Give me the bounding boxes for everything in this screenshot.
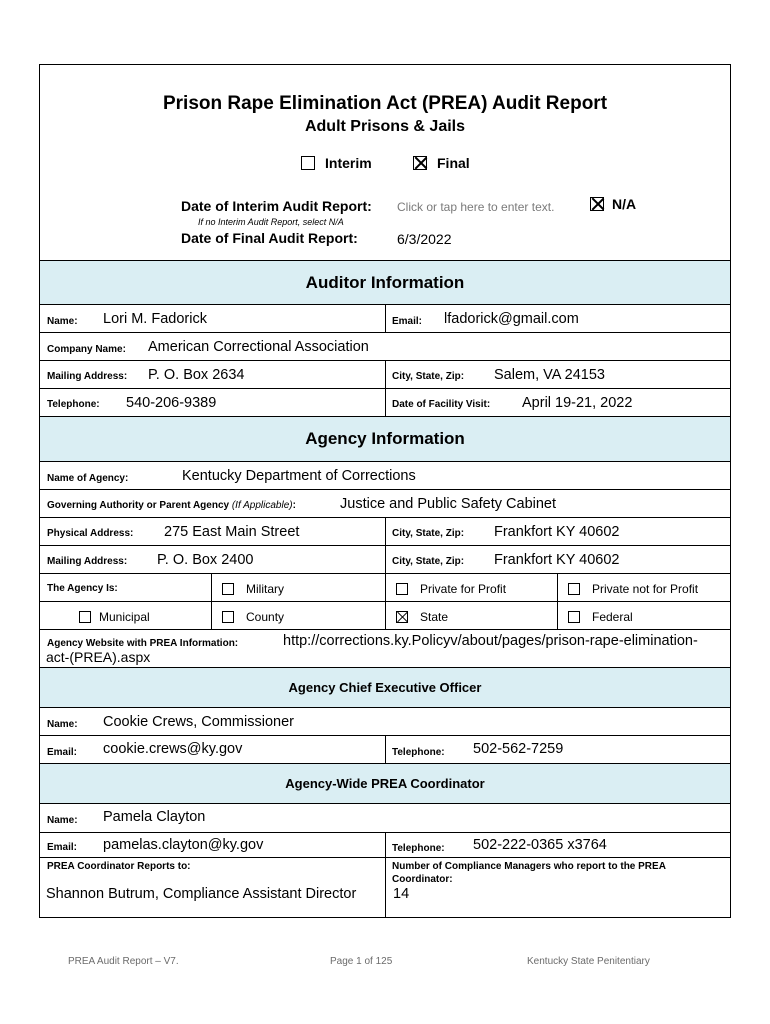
auditor-phone-value[interactable]: 540-206-9389 — [126, 395, 217, 411]
coordinator-reports-row — [40, 858, 730, 917]
physical-address-value[interactable]: 275 East Main Street — [164, 524, 300, 540]
coordinator-section-header: Agency-Wide PREA Coordinator — [40, 764, 730, 804]
auditor-phone-label: Telephone: — [47, 399, 100, 410]
agency-type-row-2 — [40, 602, 730, 630]
ceo-email-value[interactable]: cookie.crews@ky.gov — [103, 741, 243, 757]
agency-name-label: Name of Agency: — [47, 473, 129, 484]
ceo-phone-value[interactable]: 502-562-7259 — [473, 741, 564, 757]
agency-website-label: Agency Website with PREA Information: — [47, 638, 239, 649]
company-name-label: Company Name: — [47, 344, 126, 355]
report-title: Prison Rape Elimination Act (PREA) Audit Report — [162, 93, 608, 114]
agency-type-row-1 — [40, 574, 730, 602]
final-option[interactable] — [413, 155, 470, 171]
agency-mailing-label: Mailing Address: — [47, 556, 128, 567]
private-profit-checkbox[interactable] — [396, 583, 408, 595]
reports-to-value[interactable]: Shannon Butrum, Compliance Assistant Director — [46, 886, 357, 902]
physical-address-label: Physical Address: — [47, 528, 134, 539]
na-label: N/A — [612, 196, 637, 212]
coordinator-name-row — [40, 804, 730, 833]
coordinator-email-label: Email: — [47, 842, 78, 853]
interim-checkbox[interactable] — [301, 156, 315, 170]
coordinator-email-value[interactable]: pamelas.clayton@ky.gov — [103, 837, 264, 853]
agency-name-row — [40, 462, 730, 490]
facility-visit-value[interactable]: April 19-21, 2022 — [522, 395, 633, 411]
auditor-csz-label: City, State, Zip: — [392, 371, 465, 382]
final-date-value[interactable]: 6/3/2022 — [397, 231, 452, 247]
coordinator-phone-label: Telephone: — [392, 843, 445, 854]
federal-option[interactable]: Federal — [568, 610, 633, 624]
auditor-section-header: Auditor Information — [40, 261, 730, 305]
agency-website-line2[interactable]: act-(PREA).aspx — [46, 649, 151, 665]
governing-authority-label: Governing Authority or Parent Agency (If Applicable): — [47, 500, 296, 511]
auditor-mailing-row — [40, 361, 730, 389]
private-nonprofit-checkbox[interactable] — [568, 583, 580, 595]
auditor-email-label: Email: — [392, 316, 423, 327]
auditor-name-label: Name: — [47, 316, 78, 327]
ceo-name-row — [40, 708, 730, 736]
military-option[interactable]: Military — [222, 582, 284, 596]
auditor-phone-row — [40, 389, 730, 417]
governing-authority-value[interactable]: Justice and Public Safety Cabinet — [340, 496, 557, 512]
coordinator-name-value[interactable]: Pamela Clayton — [103, 809, 206, 825]
managers-label-line1: Number of Compliance Managers who report to the PREA — [392, 861, 666, 872]
agency-website-row — [40, 630, 730, 668]
agency-is-label: The Agency Is: — [47, 583, 118, 594]
interim-date-field[interactable]: Click or tap here to enter text. — [397, 200, 555, 214]
coordinator-phone-value[interactable]: 502-222-0365 x3764 — [473, 837, 607, 853]
auditor-mailing-value[interactable]: P. O. Box 2634 — [148, 367, 245, 383]
federal-checkbox[interactable] — [568, 611, 580, 623]
interim-hint: If no Interim Audit Report, select N/A — [198, 217, 344, 227]
auditor-mailing-label: Mailing Address: — [47, 371, 128, 382]
agency-name-value[interactable]: Kentucky Department of Corrections — [182, 468, 416, 484]
final-label: Final — [437, 155, 470, 171]
interim-date-label: Date of Interim Audit Report: — [181, 198, 372, 214]
report-header — [40, 65, 730, 261]
auditor-name-value[interactable]: Lori M. Fadorick — [103, 311, 207, 327]
final-checkbox[interactable] — [413, 156, 427, 170]
ceo-email-label: Email: — [47, 747, 78, 758]
state-option[interactable]: State — [396, 610, 448, 624]
agency-section-header: Agency Information — [40, 417, 730, 462]
na-checkbox[interactable] — [590, 197, 604, 211]
agency-mailing-row — [40, 546, 730, 574]
facility-visit-label: Date of Facility Visit: — [392, 399, 491, 410]
auditor-csz-value[interactable]: Salem, VA 24153 — [494, 367, 605, 383]
reports-to-label: PREA Coordinator Reports to: — [47, 861, 191, 872]
municipal-option[interactable]: Municipal — [79, 610, 150, 624]
interim-option[interactable] — [301, 155, 372, 171]
footer-page-number: Page 1 of 125 — [330, 956, 393, 967]
private-nonprofit-option[interactable]: Private not for Profit — [568, 582, 698, 596]
ceo-name-value[interactable]: Cookie Crews, Commissioner — [103, 714, 294, 730]
auditor-email-value[interactable]: lfadorick@gmail.com — [444, 311, 579, 327]
ceo-section-header: Agency Chief Executive Officer — [40, 668, 730, 708]
county-checkbox[interactable] — [222, 611, 234, 623]
ceo-name-label: Name: — [47, 719, 78, 730]
ceo-email-row — [40, 736, 730, 764]
agency-mailing-csz-label: City, State, Zip: — [392, 556, 465, 567]
coordinator-name-label: Name: — [47, 815, 78, 826]
coordinator-email-row — [40, 833, 730, 858]
governing-authority-row — [40, 490, 730, 518]
report-subtitle: Adult Prisons & Jails — [304, 118, 466, 135]
managers-value[interactable]: 14 — [393, 886, 410, 902]
ceo-phone-label: Telephone: — [392, 747, 445, 758]
managers-label-line2: Coordinator: — [392, 874, 453, 885]
company-name-value[interactable]: American Correctional Association — [148, 339, 369, 355]
county-option[interactable]: County — [222, 610, 284, 624]
physical-csz-label: City, State, Zip: — [392, 528, 465, 539]
auditor-name-row — [40, 305, 730, 333]
agency-mailing-csz-value[interactable]: Frankfort KY 40602 — [494, 552, 620, 568]
physical-csz-value[interactable]: Frankfort KY 40602 — [494, 524, 620, 540]
footer-facility: Kentucky State Penitentiary — [527, 956, 650, 967]
military-checkbox[interactable] — [222, 583, 234, 595]
footer-version: PREA Audit Report – V7. — [68, 956, 179, 967]
agency-website-line1[interactable]: http://corrections.ky.Policyv/about/pages/prison-rape-elimination- — [283, 633, 698, 649]
final-date-label: Date of Final Audit Report: — [181, 230, 358, 246]
interim-label: Interim — [325, 155, 372, 171]
audit-report-form — [39, 64, 731, 918]
municipal-checkbox[interactable] — [79, 611, 91, 623]
physical-address-row — [40, 518, 730, 546]
private-profit-option[interactable]: Private for Profit — [396, 582, 506, 596]
auditor-company-row — [40, 333, 730, 361]
agency-mailing-value[interactable]: P. O. Box 2400 — [157, 552, 254, 568]
state-checkbox[interactable] — [396, 611, 408, 623]
na-option[interactable] — [590, 196, 636, 212]
